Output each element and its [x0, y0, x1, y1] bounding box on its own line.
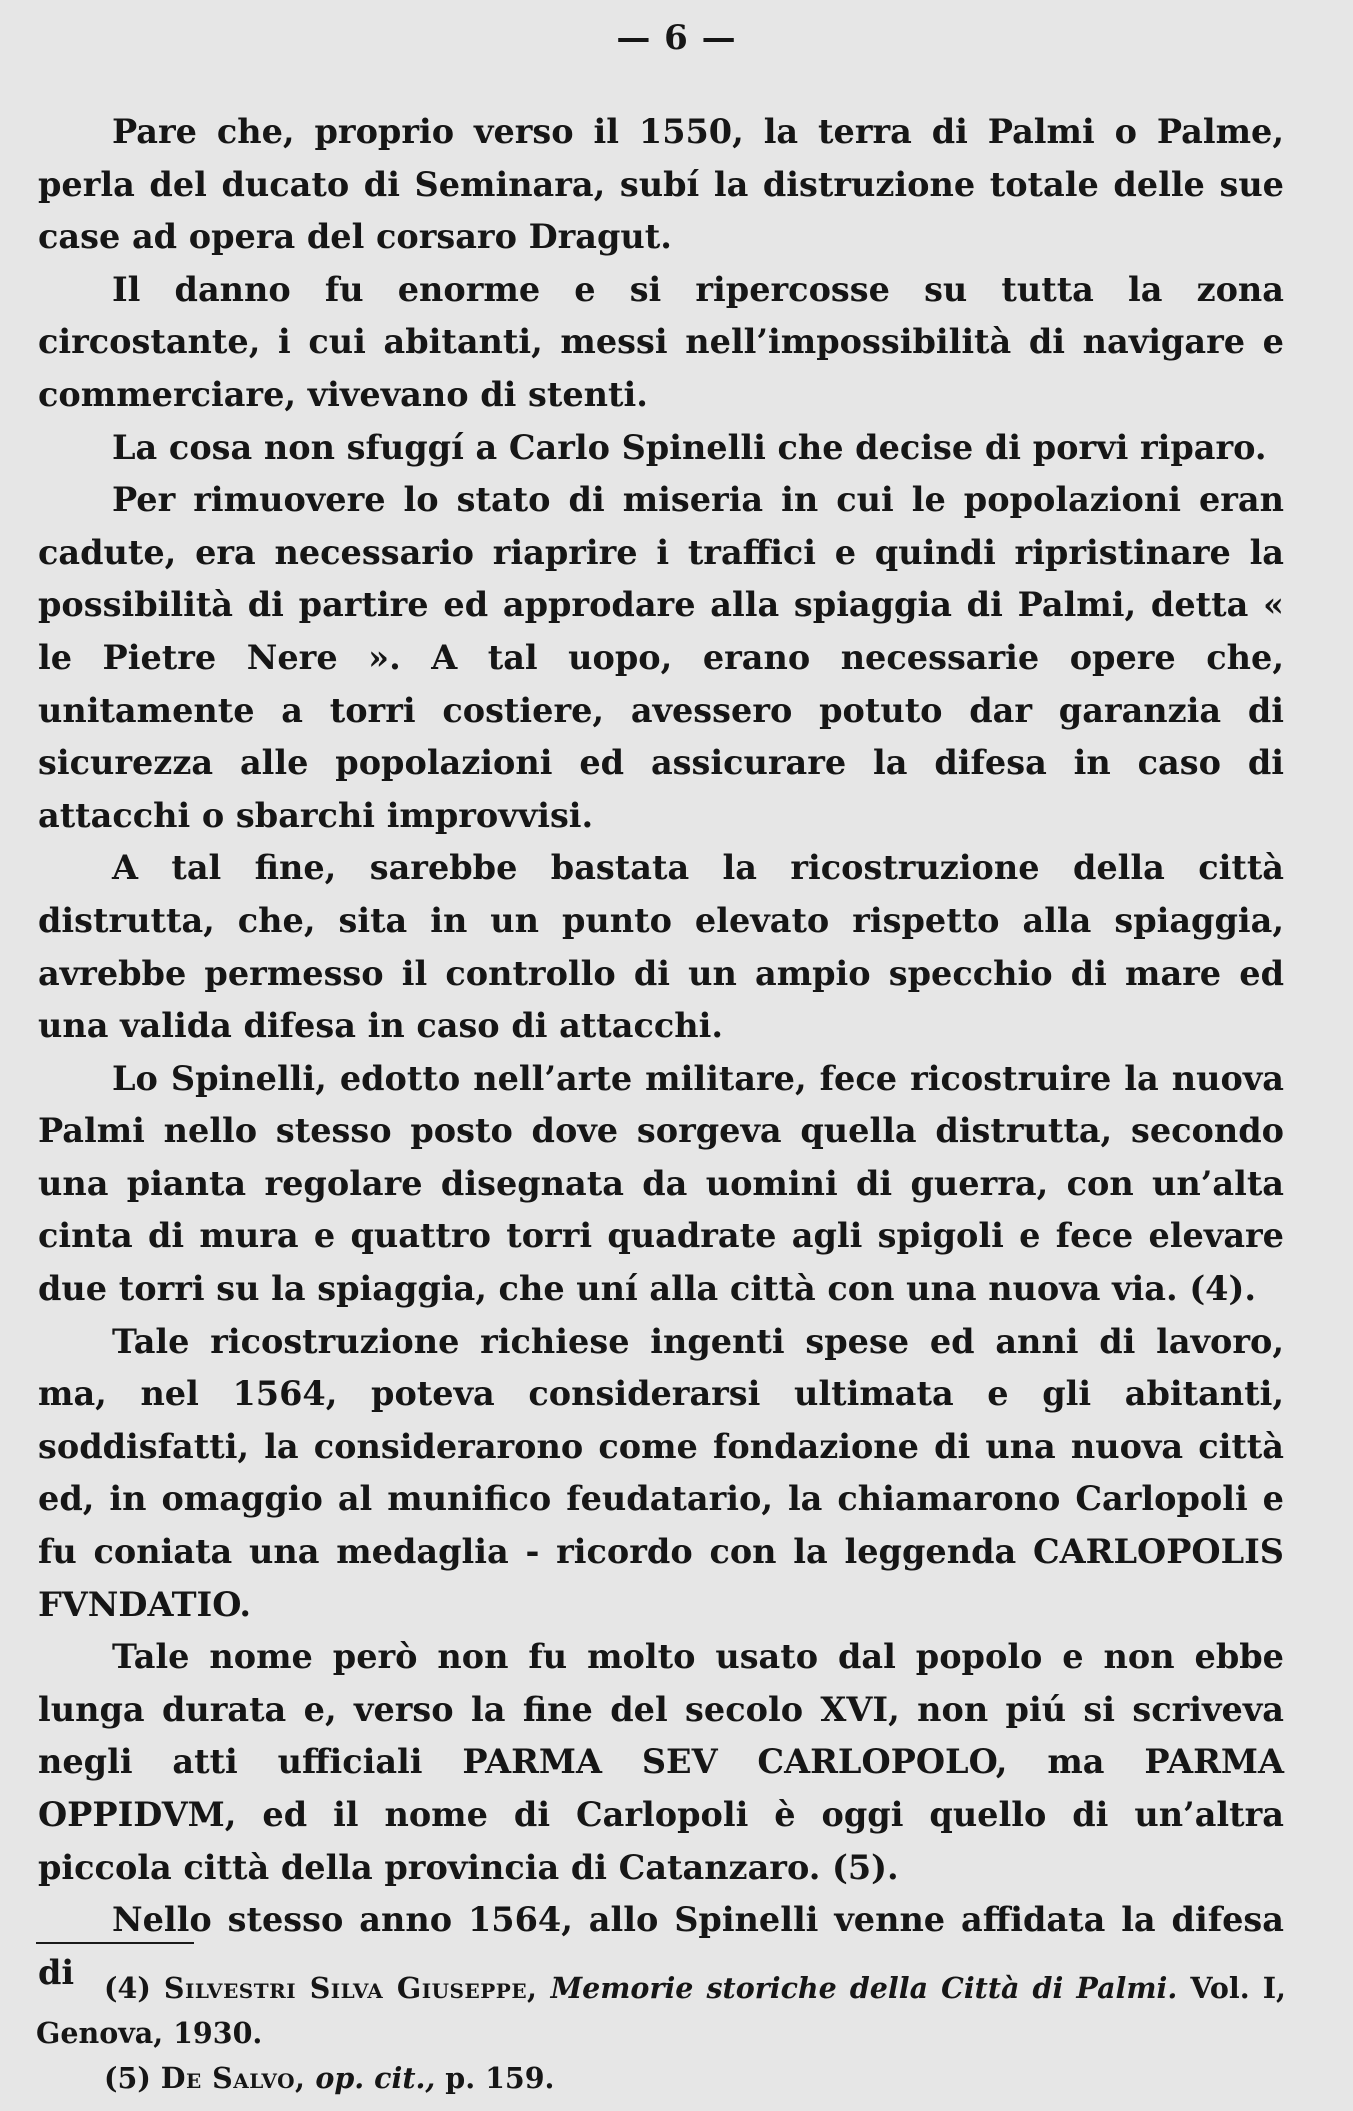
paragraph: Tale ricostruzione richiese ingenti spese ed anni di lavoro, ma, nel 1564, poteva considerarsi ultimata e gli abitanti, soddisfatti, la considerarono come fondazione di una nuova città ed, in omaggio al munifico feudatario, la chiamarono Carlopoli e fu coniata una medaglia - ricordo con la leggenda CARLOPOLIS FVNDATIO.: [38, 1321, 1284, 1624]
footnote-marker: (5): [104, 2061, 151, 2095]
footnote-separator: [36, 1942, 194, 1944]
page-number: — 6 —: [616, 18, 737, 58]
paragraph-continued: Nello stesso anno 1564, allo Spinelli venne affidata la difesa di: [38, 1900, 1284, 1992]
footnote-marker: (4): [104, 1971, 151, 2005]
paragraph: Per rimuovere lo stato di miseria in cui le popolazioni eran cadute, era necessario riaprire i traffici e quindi ripristinare la possibilità di partire ed approdare alla spiaggia di Palmi, detta « le Pietre Nere ». A tal uopo, erano necessarie opere che, unitamente a torri costiere, avessero potuto dar garanzia di sicurezza alle popolazioni ed assicurare la difesa in caso di attacchi o sbarchi improvvisi.: [38, 480, 1284, 835]
paragraph: Il danno fu enorme e si ripercosse su tutta la zona circostante, i cui abitanti, messi nell’impossibilità di navigare e commerciare, vivevano di stenti.: [38, 269, 1284, 414]
footnotes: [36, 1966, 1286, 2101]
footnote-title: op. cit.,: [315, 2061, 436, 2095]
paragraph: A tal fine, sarebbe bastata la ricostruzione della città distrutta, che, sita in un punto elevato rispetto alla spiaggia, avrebbe permesso il controllo di un ampio specchio di mare ed una valida difesa in caso di attacchi.: [38, 848, 1284, 1046]
footnote-details: p. 159.: [445, 2061, 555, 2095]
footnote-author: Silvestri Silva Giuseppe,: [163, 1971, 538, 2005]
paragraph: Pare che, proprio verso il 1550, la terra di Palmi o Palme, perla del ducato di Seminara, subí la distruzione totale delle sue case ad opera del corsaro Dragut.: [38, 112, 1284, 257]
footnote-details: Vol. I, Genova, 1930.: [36, 1971, 1286, 2050]
footnote: [36, 2056, 1286, 2101]
footnote-title: Memorie storiche della Città di Palmi.: [550, 1971, 1178, 2005]
paragraph: Lo Spinelli, edotto nell’arte militare, fece ricostruire la nuova Palmi nello stesso posto dove sorgeva quella distrutta, secondo una pianta regolare disegnata da uomini di guerra, con un’alta cinta di mura e quattro torri quadrate agli spigoli e fece elevare due torri su la spiaggia, che uní alla città con una nuova via. (4).: [38, 1058, 1284, 1309]
paragraph: Tale nome però non fu molto usato dal popolo e non ebbe lunga durata e, verso la fine del secolo XVI, non piú si scriveva negli atti ufficiali PARMA SEV CARLOPOLO, ma PARMA OPPIDVM, ed il nome di Carlopoli è oggi quello di un’altra piccola città della provincia di Catanzaro. (5).: [38, 1637, 1284, 1887]
footnote-author: De Salvo,: [160, 2061, 306, 2095]
paragraph: La cosa non sfuggí a Carlo Spinelli che decise di porvi riparo.: [112, 427, 1267, 467]
footnote: [36, 1966, 1286, 2056]
body-text: [38, 106, 1284, 1999]
